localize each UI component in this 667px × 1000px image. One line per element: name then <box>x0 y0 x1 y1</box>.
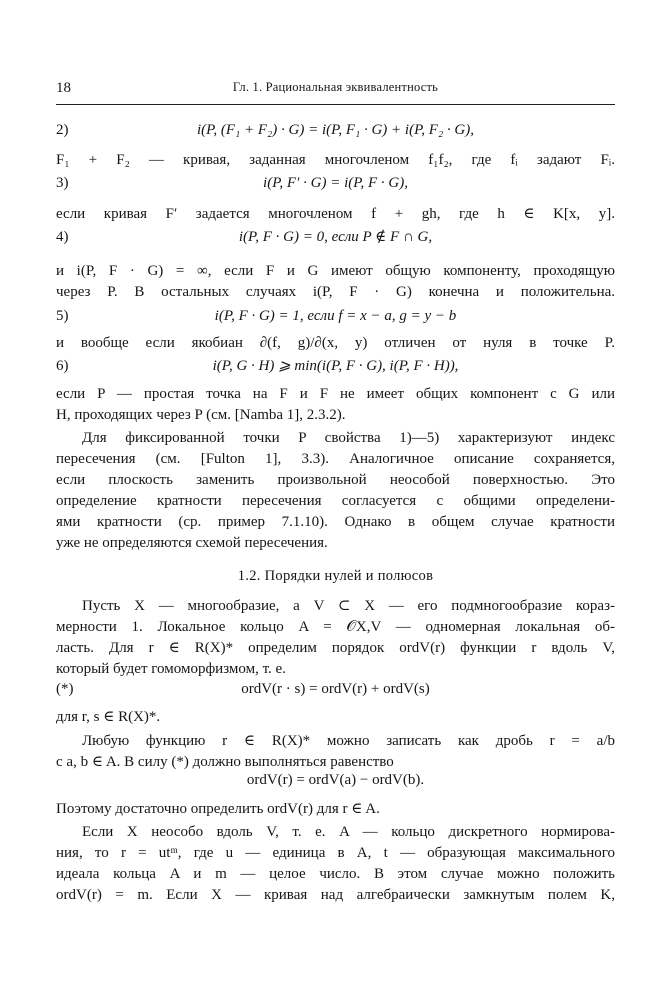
property-number: 6) <box>56 358 69 374</box>
text-line: с a, b ∈ A. В силу (*) должно выполняться равенство <box>56 754 394 770</box>
running-title: Гл. 1. Рациональная эквивалентность <box>232 80 439 94</box>
property-number: 3) <box>56 175 69 191</box>
section-heading: 1.2. Порядки нулей и полюсов <box>237 568 434 584</box>
text-line: ordV(r) = m. Если X — кривая над алгебраически замкнутым полем K, <box>56 887 615 903</box>
property-number: 4) <box>56 229 69 245</box>
property-number: 5) <box>56 308 69 324</box>
text-line: и вообще если якобиан ∂(f, g)/∂(x, y) отличен от нуля в точке P. <box>56 335 615 351</box>
text-line: если плоскость заменить произвольной неособой поверхностью. Это <box>56 472 615 488</box>
formula: ordV(r · s) = ordV(r) + ordV(s) <box>241 681 430 697</box>
text-line: и i(P, F · G) = ∞, если F и G имеют общую компоненту, проходящую <box>56 263 615 279</box>
formula: i(P, G · H) ⩾ min(i(P, F · G), i(P, F · H)), <box>212 358 459 374</box>
formula: i(P, (F₁ + F₂) · G) = i(P, F₁ · G) + i(P, F₂ · G), <box>196 122 475 138</box>
text-line: уже не определяются схемой пересечения. <box>56 535 328 551</box>
text-line: Пусть X — многообразие, а V ⊂ X — его подмногообразие кораз- <box>82 598 615 614</box>
text-line: для r, s ∈ R(X)*. <box>56 709 161 725</box>
text-line: H, проходящих через P (см. [Namba 1], 2.3.2). <box>56 407 346 423</box>
text-line: который будет гомоморфизмом, т. е. <box>56 661 286 677</box>
text-line: Если X неособо вдоль V, т. е. A — кольцо дискретного нормирова- <box>82 824 615 840</box>
page-header <box>56 80 615 102</box>
formula: ordV(r) = ordV(a) − ordV(b). <box>246 772 425 788</box>
text-line: если P — простая точка на F и F не имеет общих компонент с G или <box>56 386 615 402</box>
equation-number: (*) <box>56 681 74 697</box>
text-line: ласть. Для r ∈ R(X)* определим порядок ordV(r) функции r вдоль V, <box>56 640 615 656</box>
formula: i(P, F · G) = 0, если P ∉ F ∩ G, <box>238 229 433 245</box>
text-line: Поэтому достаточно определить ordV(r) для r ∈ A. <box>56 801 380 817</box>
page-number: 18 <box>56 80 71 96</box>
text-line: ния, то r = utᵐ, где u — единица в A, t — образующая максимального <box>56 845 615 861</box>
text-line: ями кратности (ср. пример 7.1.10). Однако в общем случае кратности <box>56 514 615 530</box>
formula: i(P, F′ · G) = i(P, F · G), <box>263 175 408 191</box>
text-line: Любую функцию r ∈ R(X)* можно записать как дробь r = a/b <box>82 733 615 749</box>
formula: i(P, F · G) = 1, если f = x − a, g = y − b <box>214 308 457 324</box>
header-rule <box>56 104 615 105</box>
text-line: идеала кольца A и m — целое число. В этом случае можно положить <box>56 866 615 882</box>
text-line: пересечения (см. [Fulton 1], 3.3). Аналогичное описание сохраняется, <box>56 451 615 467</box>
text-line: Для фиксированной точки P свойства 1)—5) характеризуют индекс <box>82 430 615 446</box>
property-number: 2) <box>56 122 69 138</box>
text-line: F₁ + F₂ — кривая, заданная многочленом f₁f₂, где fᵢ задают Fᵢ. <box>56 152 615 168</box>
text-line: определение кратности пересечения согласуется с общими определени- <box>56 493 615 509</box>
text-line: если кривая F′ задается многочленом f + gh, где h ∈ K[x, y]. <box>56 206 615 222</box>
text-line: мерности 1. Локальное кольцо A = 𝒪X,V — одномерная локальная об- <box>56 619 615 635</box>
text-line: через P. В остальных случаях i(P, F · G) конечна и положительна. <box>56 284 615 300</box>
